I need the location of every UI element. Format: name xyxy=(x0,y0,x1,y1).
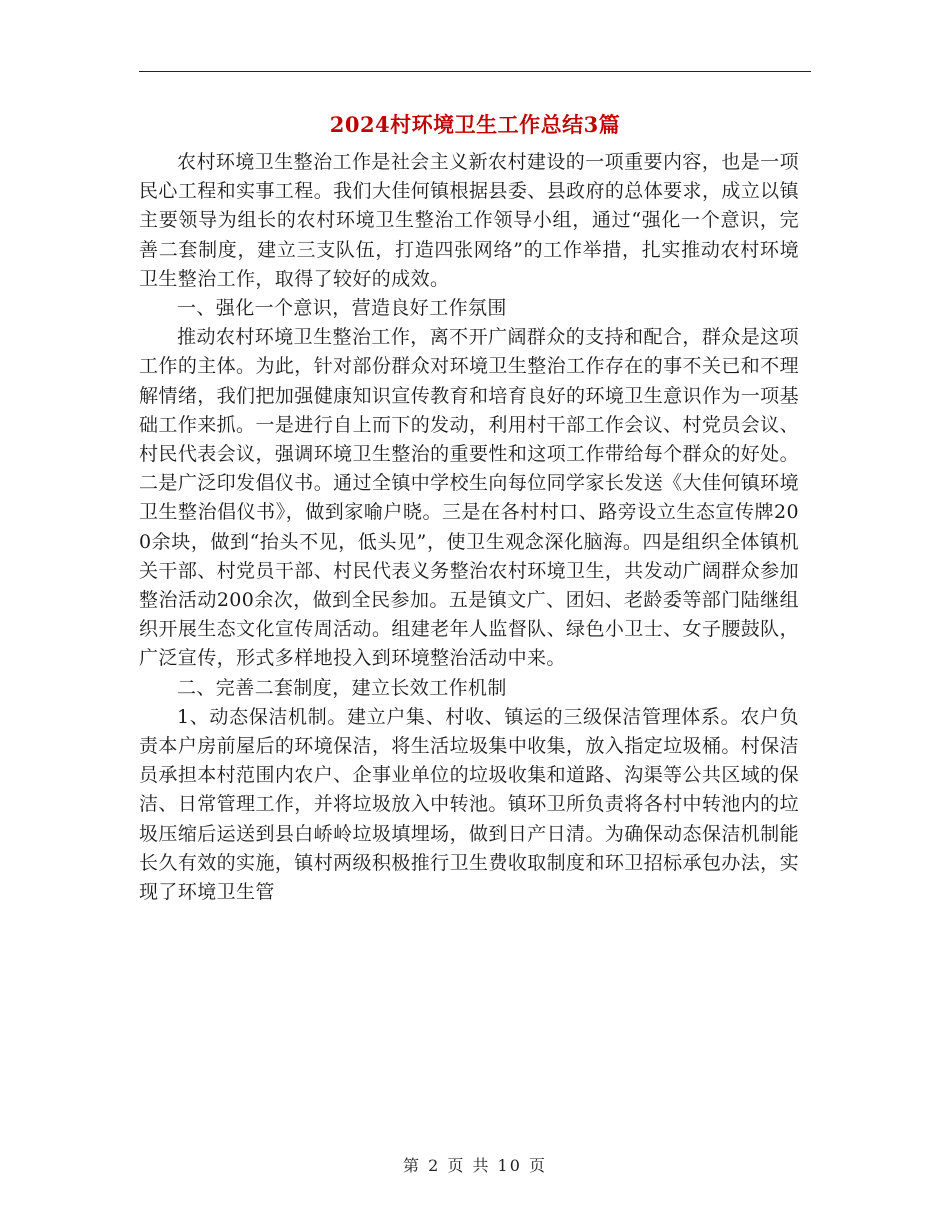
paragraph-section-1: 推动农村环境卫生整治工作，离不开广阔群众的支持和配合，群众是这项工作的主体。为此，针对部份群众对环境卫生整治工作存在的事不关已和不理解情绪，我们把加强健康知识宣传教育和培育良好的环境卫生意识作为一项基础工作来抓。一是进行自上而下的发动，利用村干部工作会议、村党员会议、村民代表会议，强调环境卫生整治的重要性和这项工作带给每个群众的好处。二是广泛印发倡仪书。通过全镇中学校生向每位同学家长发送《大佳何镇环境卫生整治倡仪书》，做到家喻户晓。三是在各村村口、路旁设立生态宣传牌200余块，做到“抬头不见，低头见”，使卫生观念深化脑海。四是组织全体镇机关干部、村党员干部、村民代表义务整治农村环境卫生，共发动广阔群众参加整治活动200余次，做到全民参加。五是镇文广、团妇、老龄委等部门陆继组织开展生态文化宣传周活动。组建老年人监督队、绿色小卫士、女子腰鼓队，广泛宣传，形式多样地投入到环境整治活动中来。 xyxy=(139,326,799,670)
document-body xyxy=(139,148,799,907)
paragraph-intro: 农村环境卫生整治工作是社会主义新农村建设的一项重要内容，也是一项民心工程和实事工程。我们大佳何镇根据县委、县政府的总体要求，成立以镇主要领导为组长的农村环境卫生整治工作领导小组，通过“强化一个意识，完善二套制度，建立三支队伍，打造四张网络”的工作举措，扎实推动农村环境卫生整治工作，取得了较好的成效。 xyxy=(139,151,799,290)
section-heading-1: 一、强化一个意识，营造良好工作氛围 xyxy=(177,297,507,320)
header-rule xyxy=(139,71,811,72)
section-heading-2: 二、完善二套制度，建立长效工作机制 xyxy=(177,676,507,699)
paragraph-section-2: 1、动态保洁机制。建立户集、村收、镇运的三级保洁管理体系。农户负责本户房前屋后的环境保洁，将生活垃圾集中收集，放入指定垃圾桶。村保洁员承担本村范围内农户、企事业单位的垃圾收集和道路、沟渠等公共区域的保洁、日常管理工作，并将垃圾放入中转池。镇环卫所负责将各村中转池内的垃圾压缩后运送到县白峤岭垃圾填埋场，做到日产日清。为确保动态保洁机制能长久有效的实施，镇村两级积极推行卫生费收取制度和环卫招标承包办法，实现了环境卫生管 xyxy=(139,705,799,904)
page-number-footer: 第 2 页 共 10 页 xyxy=(403,1156,547,1175)
document-title: 2024村环境卫生工作总结3篇 xyxy=(329,112,621,137)
